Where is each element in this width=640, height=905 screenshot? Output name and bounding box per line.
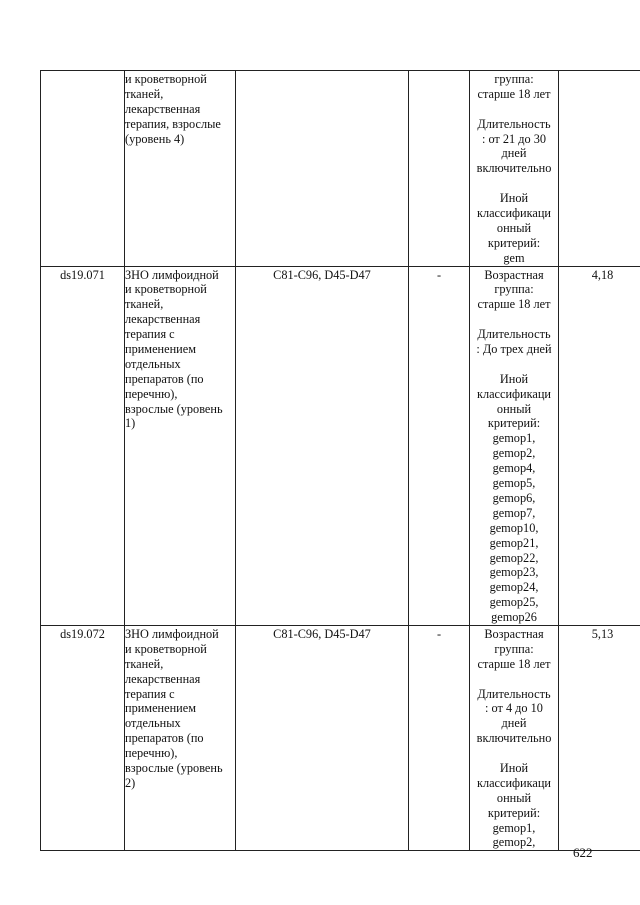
table-row: [41, 625, 640, 850]
criteria-line: gemop23,: [489, 565, 539, 580]
criteria-line: группа:: [494, 641, 534, 656]
name-cell: [125, 71, 236, 267]
coefficient-cell: 4,18: [559, 266, 640, 625]
name-line: терапия с: [125, 686, 175, 701]
criteria-line: старше 18 лет: [477, 656, 551, 671]
criteria-cell: [470, 625, 559, 850]
name-line: ЗНО лимфоидной: [125, 267, 219, 282]
criteria-line: gemop2,: [492, 446, 536, 461]
coefficient-cell: [559, 71, 640, 267]
mkb-cell: C81-C96, D45-D47: [236, 266, 409, 625]
criteria-line: критерий:: [487, 805, 541, 820]
criteria-line: gemop7,: [492, 505, 536, 520]
criteria-line: gemop22,: [489, 550, 539, 565]
name-line: и кроветворной: [125, 72, 207, 86]
criteria-line: gemop10,: [489, 520, 539, 535]
name-line: 2): [125, 775, 136, 790]
criteria-line: Длительность: [477, 116, 551, 131]
name-line: отдельных: [125, 356, 181, 371]
page-number: 622: [573, 845, 593, 860]
criteria-line: дней: [501, 146, 527, 161]
name-line: тканей,: [125, 656, 164, 671]
criteria-line: gemop24,: [489, 580, 539, 595]
criteria-line: : До трех дней: [476, 342, 552, 357]
mkb-cell: [236, 71, 409, 267]
name-line: отдельных: [125, 716, 181, 731]
criteria-line: gemop1,: [492, 431, 536, 446]
name-line: и кроветворной: [125, 641, 207, 656]
criteria-line: классификаци: [476, 775, 552, 790]
coefficient-cell: 5,13: [559, 625, 640, 850]
code-cell: ds19.071: [41, 266, 125, 625]
criteria-line: Иной: [499, 191, 529, 206]
criteria-line: : от 21 до 30: [481, 131, 547, 146]
name-line: (уровень 4): [125, 131, 185, 146]
name-cell: [125, 266, 236, 625]
name-line: препаратов (по: [125, 731, 204, 746]
mkb2-cell: [409, 71, 470, 267]
criteria-line: критерий:: [487, 416, 541, 431]
name-line: 1): [125, 416, 136, 431]
table-row: [41, 266, 640, 625]
criteria-line: gemop4,: [492, 461, 536, 476]
criteria-line: группа:: [494, 72, 534, 86]
criteria-line: gemop2,: [492, 835, 536, 850]
name-line: взрослые (уровень: [125, 760, 223, 775]
criteria-line: группа:: [494, 282, 534, 297]
criteria-line: старше 18 лет: [477, 86, 551, 101]
criteria-line: gemop1,: [492, 820, 536, 835]
name-line: лекарственная: [125, 101, 201, 116]
name-line: перечню),: [125, 386, 178, 401]
tariff-table: [40, 70, 640, 851]
mkb2-cell: -: [409, 625, 470, 850]
name-line: терапия, взрослые: [125, 116, 221, 131]
table-row: [41, 71, 640, 267]
criteria-cell: [470, 266, 559, 625]
name-line: ЗНО лимфоидной: [125, 626, 219, 641]
name-line: тканей,: [125, 297, 164, 312]
criteria-cell: [470, 71, 559, 267]
criteria-line: gemop6,: [492, 490, 536, 505]
criteria-line: Длительность: [477, 686, 551, 701]
criteria-line: : от 4 до 10: [485, 701, 543, 716]
name-cell: [125, 625, 236, 850]
name-line: лекарственная: [125, 312, 201, 327]
criteria-line: старше 18 лет: [477, 297, 551, 312]
code-cell: [41, 71, 125, 267]
name-line: и кроветворной: [125, 282, 207, 297]
criteria-line: Иной: [499, 760, 529, 775]
criteria-line: классификаци: [476, 206, 552, 221]
criteria-line: критерий:: [487, 235, 541, 250]
criteria-line: включительно: [476, 161, 552, 176]
name-line: терапия с: [125, 327, 175, 342]
criteria-line: Возрастная: [484, 626, 544, 641]
criteria-line: Длительность: [477, 327, 551, 342]
criteria-line: дней: [501, 716, 527, 731]
name-line: взрослые (уровень: [125, 401, 223, 416]
criteria-line: включительно: [476, 731, 552, 746]
criteria-line: gemop26: [491, 610, 537, 625]
mkb-cell: C81-C96, D45-D47: [236, 625, 409, 850]
criteria-line: онный: [496, 401, 532, 416]
criteria-line: gemop21,: [489, 535, 539, 550]
name-line: лекарственная: [125, 671, 201, 686]
name-line: перечню),: [125, 746, 178, 761]
criteria-line: gemop25,: [489, 595, 539, 610]
name-line: препаратов (по: [125, 371, 204, 386]
criteria-line: Возрастная: [484, 267, 544, 282]
criteria-line: gemop5,: [492, 476, 536, 491]
mkb2-cell: -: [409, 266, 470, 625]
criteria-line: онный: [496, 220, 532, 235]
name-line: применением: [125, 342, 196, 357]
criteria-line: классификаци: [476, 386, 552, 401]
criteria-line: онный: [496, 790, 532, 805]
name-line: применением: [125, 701, 196, 716]
name-line: тканей,: [125, 86, 164, 101]
code-cell: ds19.072: [41, 625, 125, 850]
criteria-line: gem: [503, 250, 525, 265]
criteria-line: Иной: [499, 371, 529, 386]
